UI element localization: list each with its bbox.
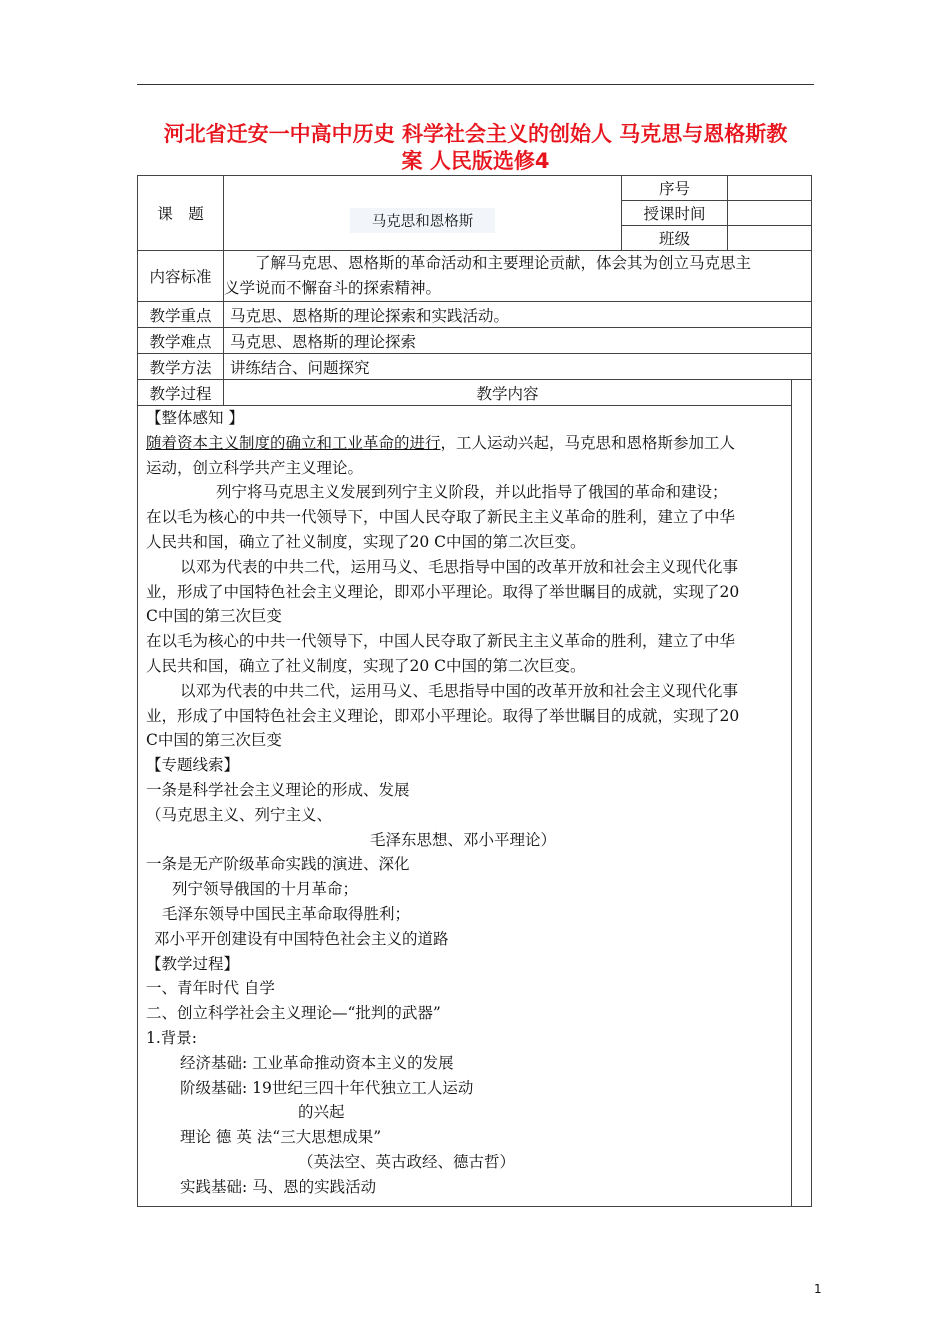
- title-line-1: 河北省迁安一中高中历史 科学社会主义的创始人 马克思与恩格斯教: [163, 122, 788, 146]
- document-title: [137, 121, 814, 175]
- background-heading: 1.背景:: [146, 1028, 198, 1047]
- clue-line-7: 邓小平开创建设有中国特色社会主义的道路: [154, 929, 449, 948]
- overview-underlined: 随着资本主义制度的确立和工业革命的进行: [146, 433, 441, 452]
- topic-value: 马克思和恩格斯: [350, 208, 496, 233]
- process-item-1: 一、青年时代 自学: [146, 979, 275, 998]
- page-number: 1: [814, 1282, 822, 1296]
- overview-rest: ，工人运动兴起，马克思和恩格斯参加工人: [440, 433, 736, 452]
- topic-label: 课 题: [138, 176, 224, 251]
- deng-line-1: 以邓为代表的中共二代，运用马义、毛思指导中国的改革开放和社会主义现代化事: [180, 557, 739, 576]
- overview-line-2: 运动，创立科学共产主义理论。: [146, 458, 364, 477]
- time-label: 授课时间: [622, 201, 728, 226]
- focus-label: 教学重点: [138, 302, 224, 328]
- mao-line-2: 人民共和国，确立了社义制度，实现了20 C中国的第二次巨变。: [146, 532, 586, 551]
- margin-column: [792, 380, 812, 1207]
- deng-line-3: C中国的第三次巨变: [146, 607, 282, 626]
- method-label: 教学方法: [138, 354, 224, 380]
- lesson-content: [138, 406, 792, 1207]
- clue-line-3: 毛泽东思想、邓小平理论）: [370, 830, 557, 849]
- difficulty-value: 马克思、恩格斯的理论探索: [224, 328, 812, 354]
- serial-label: 序号: [622, 176, 728, 201]
- process-heading: 【教学过程】: [146, 954, 240, 973]
- difficulty-label: 教学难点: [138, 328, 224, 354]
- clue-line-1: 一条是科学社会主义理论的形成、发展: [146, 780, 410, 799]
- clue-line-6: 毛泽东领导中国民主革命取得胜利；: [162, 904, 411, 923]
- overview-heading: 【整体感知 】: [146, 409, 244, 427]
- time-value: [728, 201, 812, 226]
- mao-line-1: 在以毛为核心的中共一代领导下，中国人民夺取了新民主主义革命的胜利，建立了中华: [146, 508, 736, 527]
- deng-line-2: 业，形成了中国特色社会主义理论，即邓小平理论。取得了举世瞩目的成就，实现了20: [146, 582, 740, 601]
- mao-line-1-repeat: 在以毛为核心的中共一代领导下，中国人民夺取了新民主主义革命的胜利，建立了中华: [146, 632, 736, 651]
- practice-basis: 实践基础: 马、恩的实践活动: [180, 1177, 377, 1196]
- serial-value: [728, 176, 812, 201]
- class-label: 班级: [622, 226, 728, 251]
- class-basis-line-2: 的兴起: [298, 1103, 345, 1122]
- topic-value-cell: [224, 176, 622, 251]
- overview-line-1: [146, 431, 785, 456]
- class-basis-line-1: 阶级基础: 19世纪三四十年代独立工人运动: [180, 1078, 474, 1097]
- process-label: 教学过程: [138, 380, 224, 406]
- focus-value: 马克思、恩格斯的理论探索和实践活动。: [224, 302, 812, 328]
- standard-line-1: 了解马克思、恩格斯的革命活动和主要理论贡献，体会其为创立马克思主: [224, 254, 752, 272]
- standard-value: [224, 251, 812, 302]
- lenin-line: 列宁将马克思主义发展到列宁主义阶段，并以此指导了俄国的革命和建设；: [216, 483, 728, 502]
- clue-line-5: 列宁领导俄国的十月革命；: [172, 880, 359, 899]
- theory-line-1: 理论 德 英 法“三大思想成果”: [180, 1128, 382, 1147]
- theory-line-2: （英法空、英古政经、德古哲）: [298, 1152, 516, 1171]
- content-label: 教学内容: [224, 380, 792, 406]
- clue-heading: 【专题线索】: [146, 756, 240, 775]
- deng-line-2-repeat: 业，形成了中国特色社会主义理论，即邓小平理论。取得了举世瞩目的成就，实现了20: [146, 706, 740, 725]
- standard-line-2: 义学说而不懈奋斗的探索精神。: [224, 279, 442, 297]
- clue-line-4: 一条是无产阶级革命实践的演进、深化: [146, 855, 410, 874]
- economic-basis: 经济基础: 工业革命推动资本主义的发展: [180, 1053, 454, 1072]
- process-item-2: 二、创立科学社会主义理论—“批判的武器”: [146, 1004, 441, 1023]
- mao-line-2-repeat: 人民共和国，确立了社义制度，实现了20 C中国的第二次巨变。: [146, 656, 586, 675]
- class-value: [728, 226, 812, 251]
- deng-line-1-repeat: 以邓为代表的中共二代，运用马义、毛思指导中国的改革开放和社会主义现代化事: [180, 681, 739, 700]
- standard-label: 内容标准: [138, 251, 224, 302]
- deng-line-3-repeat: C中国的第三次巨变: [146, 731, 282, 750]
- lesson-plan-table: [137, 175, 812, 1207]
- title-line-2: 案 人民版选修4: [401, 149, 550, 173]
- header-rule: [137, 84, 814, 85]
- method-value: 讲练结合、问题探究: [224, 354, 812, 380]
- clue-line-2: （马克思主义、列宁主义、: [146, 805, 333, 824]
